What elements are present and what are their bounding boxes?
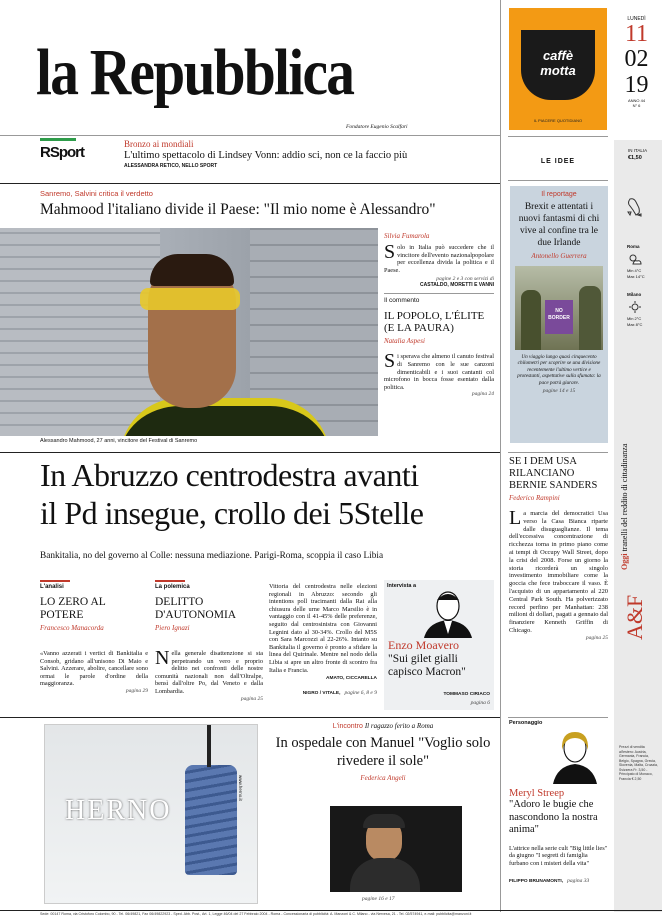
personaggio-kicker: Personaggio bbox=[509, 720, 543, 726]
manuel-kicker2: Il ragazzo ferito a Roma bbox=[364, 722, 434, 730]
reportage-pages: pagine 14 e 15 bbox=[542, 388, 576, 395]
cap-icon bbox=[363, 814, 405, 828]
oggi-label: Oggi bbox=[620, 553, 629, 570]
reportage-kicker: Il reportage bbox=[541, 191, 577, 198]
date-month: 02 bbox=[624, 46, 649, 72]
personaggio-name: Meryl Streep bbox=[509, 788, 565, 799]
personaggio-text: L'attrice nella serie cult "Big little lies" da giugno "I segreti di famiglia furbano con i misteri della vita" bbox=[509, 844, 608, 867]
person-hair bbox=[150, 254, 234, 286]
numero: N° 6 bbox=[632, 103, 641, 108]
comment-byline: Natalia Aspesi bbox=[384, 337, 425, 346]
abruzzo-text: Vittoria del centrodestra nelle elezioni regionali in Abruzzo: secondo gli intentions poll tracimanti dalla Rai alla chiusura delle urne Marco Marsilio è in vantaggio con il 41-45% delle preferenze, seguito dal centrosinistra con Giovanni Legnini dato al 30-34%. Crollo del M5S con Sara Marcozzi al 22-26%. Intanto su Bankitalia il governo è pronto a sfidare la linea del Quirinale. Mentre nel nodo della Libia si apre un altro fronte di scontro fra Italia e Francia. bbox=[269, 583, 377, 674]
lead-headline[interactable] bbox=[40, 456, 500, 532]
manuel-headline: In ospedale con Manuel "Voglio solo rivedere il sole" bbox=[275, 735, 491, 769]
lead-headline-line1: In Abruzzo centrodestra avanti bbox=[40, 457, 419, 493]
analisi-byline: Francesco Manacorda bbox=[40, 624, 104, 632]
ad-tagline: IL PIACERE QUOTIDIANO bbox=[533, 118, 583, 123]
intervista-box[interactable] bbox=[384, 580, 494, 710]
polemica-kicker: La polemica bbox=[155, 580, 185, 590]
abruzzo-authors2: NIGRO / VITALE, bbox=[302, 691, 341, 697]
analisi-text: «Vanno azzerati i vertici di Bankitalia e Consob, gridano all'unisono Di Maio e Salvini. Azzerare, abolire, cancellare sono ormai le parole d'ordine della maggioranza. bbox=[40, 650, 148, 688]
comment-text: i sperava che almeno il canuto festival di Sanremo con le sue canzoni dimenticabili e i suoi cantanti col microfono in bocca fosse esentato dalla politica. bbox=[384, 353, 494, 391]
rsport-bar bbox=[40, 138, 76, 141]
personaggio-quote: "Adoro le bugie che nascondono la nostra anima" bbox=[509, 799, 598, 835]
date-box bbox=[613, 10, 660, 130]
abruzzo-page: pagine 6, 8 e 9 bbox=[344, 690, 377, 697]
date-day: 11 bbox=[624, 21, 649, 47]
analisi-kicker: L'analisi bbox=[40, 580, 70, 590]
reportage-caption: Un viaggio lungo quasi cinquecento chilometri per scoprire se una divisione recentemente l'ultimo vertice e protestanti, aspettative sulla sfumata: la pace potrà giurare. bbox=[517, 354, 601, 386]
hanger-icon bbox=[207, 725, 211, 767]
polemica-text: ella generale disattenzione si sta perpetrando un vero e proprio delitto nei confronti delle nostre comunità nazionali non dall'Oltralpe, bensì dall'oltre Po, dal Veneto e dalla Lombardia. bbox=[155, 650, 263, 695]
reportage-box[interactable] bbox=[510, 186, 608, 443]
abruzzo-authors: AMATO, CICCARELLA bbox=[326, 676, 377, 682]
lead-headline-line2: il Pd insegue, crollo dei 5Stelle bbox=[40, 495, 424, 531]
dem-headline: SE I DEM USA RILANCIANO BERNIE SANDERS bbox=[509, 456, 598, 491]
date-year: 19 bbox=[624, 72, 649, 98]
dem-column[interactable] bbox=[509, 456, 608, 641]
rsport-story[interactable] bbox=[124, 139, 494, 169]
manuel-photo[interactable] bbox=[330, 806, 462, 892]
moavero-portrait bbox=[418, 588, 478, 638]
mahmood-photo[interactable] bbox=[0, 228, 378, 436]
sun-icon bbox=[628, 300, 642, 312]
newspaper-title: la Repubblica bbox=[36, 36, 354, 109]
reportage-byline: Antonello Guerrera bbox=[531, 252, 587, 260]
anno: ANNO 44 bbox=[627, 98, 646, 103]
ad-herno[interactable] bbox=[44, 724, 258, 904]
analisi-page: pagina 29 bbox=[125, 687, 148, 694]
oggi-text: tranelli del reddito di cittadinanza bbox=[620, 443, 629, 552]
weekday: LUNEDÌ bbox=[627, 16, 646, 22]
sunglasses bbox=[140, 288, 240, 310]
intervista-page: pagina 6 bbox=[470, 700, 490, 706]
weather-milano-label: Milano bbox=[627, 292, 642, 297]
reportage-photo bbox=[515, 266, 603, 350]
comment-page: pagina 24 bbox=[471, 391, 494, 398]
footer-legal: Sede: 00147 Roma, via Cristoforo Colombo, 90 - Tel. 06/49821, Fax 06/49822923 - Sped. Abb. Post., Art. 1, Legge 46/04 del 27 Febbraio 2004 - Roma - Concessionaria di pubblicità: A. Manzoni & C. Milano - via Nervesa, 21 - Tel. 02/574941, e-mail: pubblicita@manzoni.it bbox=[40, 912, 472, 916]
rsport-headline: L'ultimo spettacolo di Lindsey Vonn: addio sci, non ce la faccio più bbox=[124, 150, 408, 161]
abruzzo-column[interactable] bbox=[269, 583, 377, 699]
analisi-title: LO ZERO AL POTERE bbox=[40, 596, 106, 621]
weather-roma-max: Max 14°C bbox=[627, 274, 645, 279]
herno-url: www.herno.it bbox=[238, 775, 243, 801]
le-idee-label: LE IDEE bbox=[540, 158, 576, 165]
af-logo: A&F bbox=[622, 594, 647, 640]
main1-side bbox=[384, 232, 494, 397]
manuel-byline: Federica Angeli bbox=[360, 774, 406, 782]
dem-byline: Federico Rampini bbox=[509, 494, 560, 502]
reportage-headline: Brexit e attentati i nuovi fantasmi di chi vive al confine tra le due Irlande bbox=[518, 202, 600, 248]
manuel-kicker: L'incontro bbox=[332, 723, 363, 730]
polemica-byline: Piero Ignazi bbox=[155, 624, 190, 632]
main1-authors: CASTALDO, MORETTI E VANNI bbox=[420, 282, 494, 289]
jacket-image bbox=[185, 765, 237, 875]
price: €1,50 bbox=[628, 155, 642, 161]
lead-subhead: Bankitalia, no del governo al Colle: nessuna mediazione. Parigi-Roma, scoppia il caso Libia bbox=[40, 551, 384, 561]
analisi-column[interactable] bbox=[40, 580, 148, 694]
main1-kicker: Sanremo, Salvini critica il verdetto bbox=[40, 189, 153, 198]
personaggio-byline: FILIPPO BRUNAMONTI, bbox=[509, 879, 564, 885]
dropcap-n: N bbox=[155, 647, 170, 669]
soldier-right bbox=[579, 286, 601, 350]
personaggio-page: pagina 33 bbox=[567, 878, 590, 885]
partly-cloudy-icon bbox=[628, 252, 642, 264]
polemica-column[interactable] bbox=[155, 580, 263, 702]
dropcap-s: S bbox=[384, 241, 396, 263]
comment-title[interactable]: IL POPOLO, L'ÉLITE (E LA PAURA) bbox=[384, 310, 485, 335]
protest-sign: NO BORDER bbox=[545, 300, 573, 334]
intervista-name: Enzo Moavero bbox=[388, 638, 459, 652]
oggi-vertical bbox=[620, 443, 630, 570]
price-label: IN ITALIA bbox=[628, 148, 648, 153]
founder-line: Fondatore Eugenio Scalfari bbox=[346, 124, 408, 130]
rsport-kicker: Bronzo ai mondiali bbox=[124, 139, 194, 149]
weather-roma-min: Min 4°C bbox=[627, 268, 642, 273]
herno-logo: HERNO bbox=[65, 795, 172, 826]
photo-caption: Alessandro Mahmood, 27 anni, vincitore del Festival di Sanremo bbox=[40, 438, 198, 444]
soldier-left bbox=[521, 290, 541, 350]
rsport-byline: ALESSANDRA RETICO, NELLO SPORT bbox=[124, 163, 218, 169]
manuel-page: pagine 16 e 17 bbox=[362, 896, 395, 902]
dropcap-l: L bbox=[509, 507, 522, 529]
personaggio-column[interactable] bbox=[509, 720, 608, 887]
dem-text: a marcia del democratici Usa verso la Casa Bianca riparte dalle disuguaglianze. Il tema dell'eccessiva concentrazione di ricchezza torna in primo piano come ai tempi di Occupy Wall Street, dopo la crisi del 2008. Forse un giorno la storia ricorderà un singolo investimento immobiliare come la goccia che fece traboccare il vaso. È l'acquisto di un appartamento al 220 Central Park South. Ha polverizzato record perfino per Manhattan: 238 milioni di dollari, pagati a gennaio dal finanziere Kenneth Griffin di Chicago. bbox=[509, 510, 608, 634]
weather-roma-label: Roma bbox=[627, 244, 640, 249]
dem-page: pagina 25 bbox=[585, 634, 608, 641]
manuel-story[interactable] bbox=[270, 722, 496, 782]
main1-headline[interactable]: Mahmood l'italiano divide il Paese: "Il mio nome è Alessandro" bbox=[40, 201, 436, 218]
main1-pages: pagine 2 e 3 con servizi di bbox=[436, 276, 494, 283]
comment-kicker: Il commento bbox=[384, 297, 420, 305]
weather-milano-max: Max 8°C bbox=[627, 322, 643, 327]
masthead bbox=[0, 0, 500, 135]
italy-map-icon bbox=[624, 196, 646, 218]
ad-brand: caffè motta bbox=[540, 48, 576, 78]
rsport-logo: RSport bbox=[40, 144, 84, 161]
polemica-page: pagina 25 bbox=[240, 695, 263, 702]
person-body bbox=[350, 858, 420, 892]
weather-milano-min: Min 2°C bbox=[627, 316, 642, 321]
dropcap-s2: S bbox=[384, 350, 396, 373]
sidebar-small-text: Prezzi di vendita all'estero: Austria, Germania, Francia, Belgio, Spagna, Grecia, Slovenia, Malta, Croazia, Svizzera Fr. 3,50 - Principato di Monaco, Francia € 2,50 bbox=[619, 745, 658, 781]
building-shape bbox=[0, 228, 160, 436]
intervista-quote: "Sui gilet gialli capisco Macron" bbox=[388, 653, 466, 678]
streep-portrait bbox=[509, 726, 608, 784]
intervista-byline: TOMMASO CIRIACO bbox=[443, 692, 490, 697]
polemica-title: DELITTO D'AUTONOMIA bbox=[155, 596, 237, 621]
main1-byline: Silvia Fumarola bbox=[384, 232, 430, 240]
intervista-kicker: Intervista a bbox=[387, 583, 417, 589]
main1-text: olo in Italia può succedere che il vincitore dell'evento nazionalpopolare per eccellenza divida la politica e il Paese. bbox=[384, 244, 494, 274]
ad-motta[interactable] bbox=[509, 8, 607, 130]
